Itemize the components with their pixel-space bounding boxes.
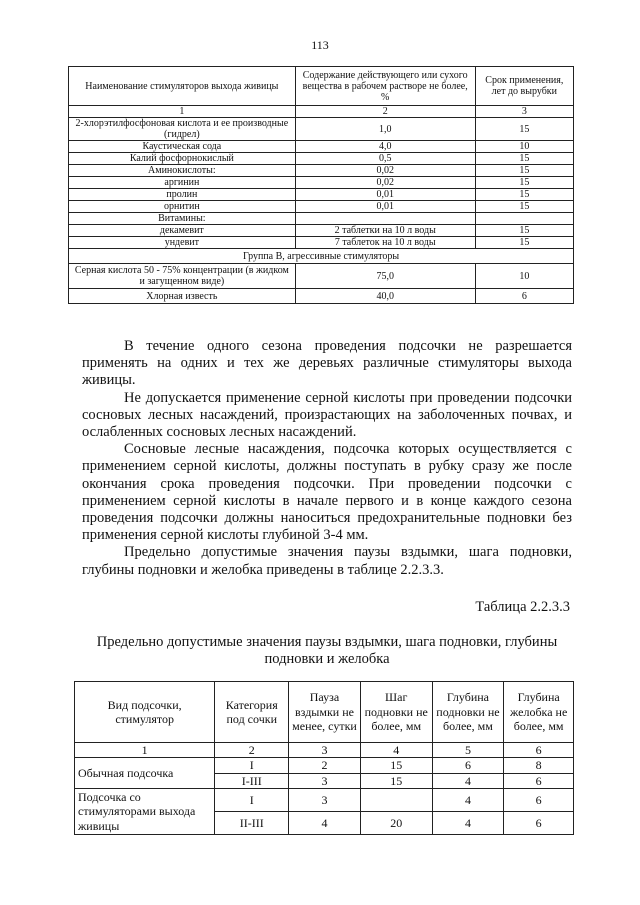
cell: 6 xyxy=(504,773,574,788)
table-row xyxy=(69,289,574,304)
header-cell: Пауза вздымки не менее, сутки xyxy=(289,682,361,743)
table-row xyxy=(69,189,574,201)
cell: 6 xyxy=(432,758,504,773)
group-row xyxy=(69,249,574,264)
cell: 15 xyxy=(475,177,573,189)
cell xyxy=(295,213,475,225)
cell: 20 xyxy=(360,812,432,835)
cell: 7 таблеток на 10 л воды xyxy=(295,237,475,249)
cell xyxy=(475,213,573,225)
table-row xyxy=(69,237,574,249)
header-cell: Срок применения, лет до вырубки xyxy=(475,67,573,106)
cell: 10 xyxy=(475,264,573,289)
table-row xyxy=(69,201,574,213)
cell: Калий фосфорнокислый xyxy=(69,153,296,165)
limits-table xyxy=(74,681,574,835)
table-row xyxy=(69,213,574,225)
cell: 15 xyxy=(475,237,573,249)
cell: 15 xyxy=(360,773,432,788)
cell: 10 xyxy=(475,141,573,153)
table-title: Предельно допустимые значения паузы вздымки, шага подновки, глубины подновки и желобка xyxy=(96,634,558,667)
cell: Серная кислота 50 - 75% концентрации (в жидком и загущенном виде) xyxy=(69,264,296,289)
cell: орнитин xyxy=(69,201,296,213)
cell: 0,01 xyxy=(295,201,475,213)
table-row xyxy=(75,789,574,812)
column-numbers-row xyxy=(69,106,574,118)
cell: Аминокислоты: xyxy=(69,165,296,177)
table-row xyxy=(69,264,574,289)
cell: 0,02 xyxy=(295,165,475,177)
cell: декамевит xyxy=(69,225,296,237)
cell: I xyxy=(215,758,289,773)
table-row xyxy=(75,758,574,773)
column-numbers-row xyxy=(75,743,574,758)
header-cell: Глубина желобка не более, мм xyxy=(504,682,574,743)
table-row xyxy=(69,153,574,165)
cell: 15 xyxy=(475,165,573,177)
cell: 6 xyxy=(504,789,574,812)
cell: 15 xyxy=(475,153,573,165)
cell: Хлорная известь xyxy=(69,289,296,304)
cell: 15 xyxy=(475,118,573,141)
cell: 4 xyxy=(432,812,504,835)
col-number: 6 xyxy=(504,743,574,758)
paragraph: В течение одного сезона проведения подсочки не разрешается применять на одних и тех же деревьях различные стимуляторы выхода живицы. xyxy=(82,338,572,389)
cell: II-III xyxy=(215,812,289,835)
cell: ундевит xyxy=(69,237,296,249)
cell: 40,0 xyxy=(295,289,475,304)
group-label: Подсочка со стимуляторами выхода живицы xyxy=(75,789,215,835)
cell: 0,01 xyxy=(295,189,475,201)
cell: 4 xyxy=(432,789,504,812)
cell: 2 xyxy=(289,758,361,773)
paragraph: Не допускается применение серной кислоты при проведении подсочки сосновых лесных насаждений, произрастающих на заболоченных почвах, и ослабленных сосновых лесных насаждений. xyxy=(82,389,572,441)
col-number: 1 xyxy=(69,106,296,118)
cell: I-III xyxy=(215,773,289,788)
cell: 4 xyxy=(289,812,361,835)
header-cell: Шаг подновки не более, мм xyxy=(360,682,432,743)
table-row xyxy=(69,165,574,177)
cell xyxy=(360,789,432,812)
cell: 3 xyxy=(289,773,361,788)
stimulators-table xyxy=(68,66,574,304)
cell: 1,0 xyxy=(295,118,475,141)
table-row xyxy=(69,141,574,153)
cell: 2-хлорэтилфосфоновая кислота и ее производные (гидрел) xyxy=(69,118,296,141)
cell: Витамины: xyxy=(69,213,296,225)
col-number: 2 xyxy=(295,106,475,118)
cell: 3 xyxy=(289,789,361,812)
paragraph: Предельно допустимые значения паузы вздымки, шага подновки, глубины подновки и желобка приведены в таблице 2.2.3.3. xyxy=(82,544,572,578)
cell: 6 xyxy=(475,289,573,304)
col-number: 3 xyxy=(475,106,573,118)
header-cell: Наименование стимуляторов выхода живицы xyxy=(69,67,296,106)
header-cell: Глубина подновки не более, мм xyxy=(432,682,504,743)
cell: I xyxy=(215,789,289,812)
table-header-row xyxy=(75,682,574,743)
col-number: 4 xyxy=(360,743,432,758)
col-number: 1 xyxy=(75,743,215,758)
group-label: Обычная подсочка xyxy=(75,758,215,789)
table-header-row xyxy=(69,67,574,106)
cell: 0,5 xyxy=(295,153,475,165)
cell: 4,0 xyxy=(295,141,475,153)
cell: 6 xyxy=(504,812,574,835)
header-cell: Содержание действующего или сухого вещества в рабочем растворе не более, % xyxy=(295,67,475,106)
col-number: 2 xyxy=(215,743,289,758)
table-row xyxy=(69,177,574,189)
header-cell: Вид подсочки, стимулятор xyxy=(75,682,215,743)
page-number: 113 xyxy=(311,38,329,52)
cell: Каустическая сода xyxy=(69,141,296,153)
cell: 8 xyxy=(504,758,574,773)
cell: 2 таблетки на 10 л воды xyxy=(295,225,475,237)
cell: пролин xyxy=(69,189,296,201)
body-text xyxy=(82,338,572,579)
cell: 0,02 xyxy=(295,177,475,189)
paragraph: Сосновые лесные насаждения, подсочка которых осуществляется с применением серной кислоты, должны поступать в рубку сразу же после окончания срока проведения подсочки. При проведении подсочки с применением серной кислоты в начале первого и в конце каждого сезона проведения подсочки должны наноситься предохранительные подновки без применения серной кислоты глубиной 3-4 мм. xyxy=(82,441,572,544)
group-heading: Группа В, агрессивные стимуляторы xyxy=(69,249,574,264)
cell: 4 xyxy=(432,773,504,788)
cell: 15 xyxy=(360,758,432,773)
col-number: 3 xyxy=(289,743,361,758)
cell: 15 xyxy=(475,201,573,213)
table-row xyxy=(69,225,574,237)
cell: 15 xyxy=(475,189,573,201)
cell: аргинин xyxy=(69,177,296,189)
table-row xyxy=(69,118,574,141)
cell: 15 xyxy=(475,225,573,237)
cell: 75,0 xyxy=(295,264,475,289)
col-number: 5 xyxy=(432,743,504,758)
header-cell: Категория под сочки xyxy=(215,682,289,743)
table-caption: Таблица 2.2.3.3 xyxy=(475,599,570,615)
